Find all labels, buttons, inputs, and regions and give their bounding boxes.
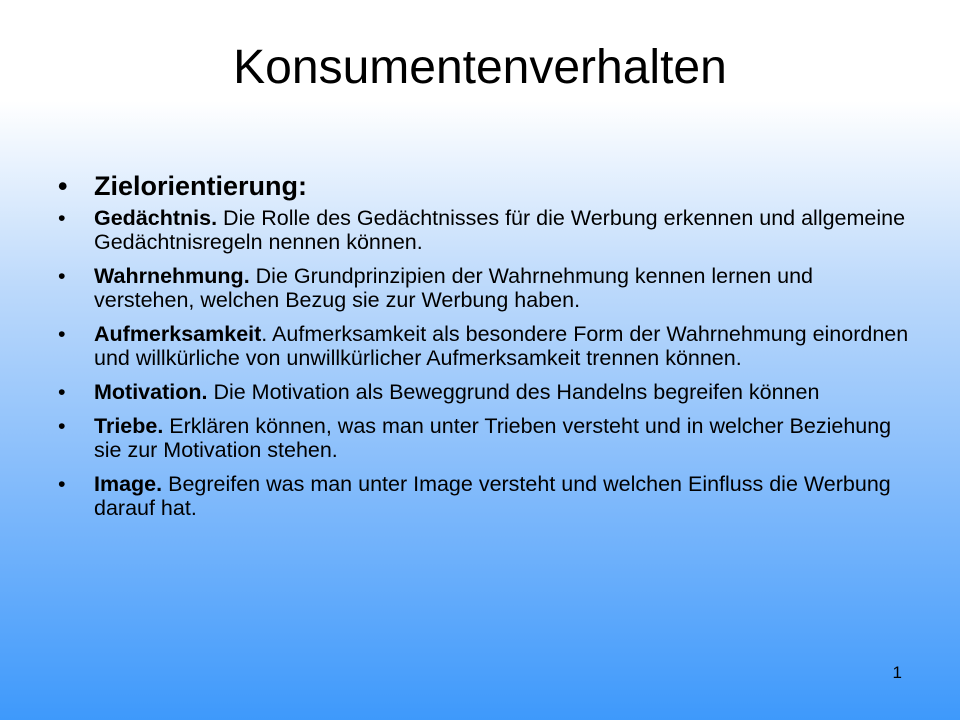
item-term: Motivation.	[94, 380, 208, 404]
bullet-icon: •	[58, 472, 66, 496]
bullet-icon: •	[58, 264, 66, 288]
item-text: Die Rolle des Gedächtnisses für die Werbung erkennen und allgemeine Gedächtnisregeln nennen können.	[94, 206, 906, 254]
list-item	[58, 322, 918, 370]
item-term: Triebe.	[94, 414, 164, 438]
list-item	[58, 414, 918, 462]
heading-text: Zielorientierung:	[94, 171, 308, 201]
item-term: Image.	[94, 472, 163, 496]
list-item	[58, 380, 918, 404]
item-text: . Aufmerksamkeit als besondere Form der Wahrnehmung einordnen und willkürliche von unwillkürlicher Aufmerksamkeit trennen können.	[94, 322, 909, 370]
bullet-heading	[58, 168, 918, 204]
list-item	[58, 472, 918, 520]
page-number: 1	[892, 663, 902, 682]
bullet-icon: •	[58, 414, 66, 438]
item-term: Gedächtnis.	[94, 206, 218, 230]
bullet-icon: •	[58, 322, 66, 346]
item-term: Aufmerksamkeit	[94, 322, 262, 346]
item-text: Die Grundprinzipien der Wahrnehmung kennen lernen und verstehen, welchen Bezug sie zur Werbung haben.	[94, 264, 813, 312]
bullet-icon: •	[58, 171, 68, 201]
item-text: Erklären können, was man unter Trieben versteht und in welcher Beziehung sie zur Motivation stehen.	[94, 414, 892, 462]
item-term: Wahrnehmung.	[94, 264, 250, 288]
bullet-icon: •	[58, 380, 66, 404]
item-text: Die Motivation als Beweggrund des Handelns begreifen können	[207, 380, 820, 404]
bullet-list	[58, 168, 918, 530]
list-item	[58, 264, 918, 312]
slide-title: Konsumentenverhalten	[233, 41, 727, 94]
list-item	[58, 206, 918, 254]
item-text: Begreifen was man unter Image versteht und welchen Einfluss die Werbung darauf hat.	[94, 472, 891, 520]
bullet-icon: •	[58, 206, 66, 230]
